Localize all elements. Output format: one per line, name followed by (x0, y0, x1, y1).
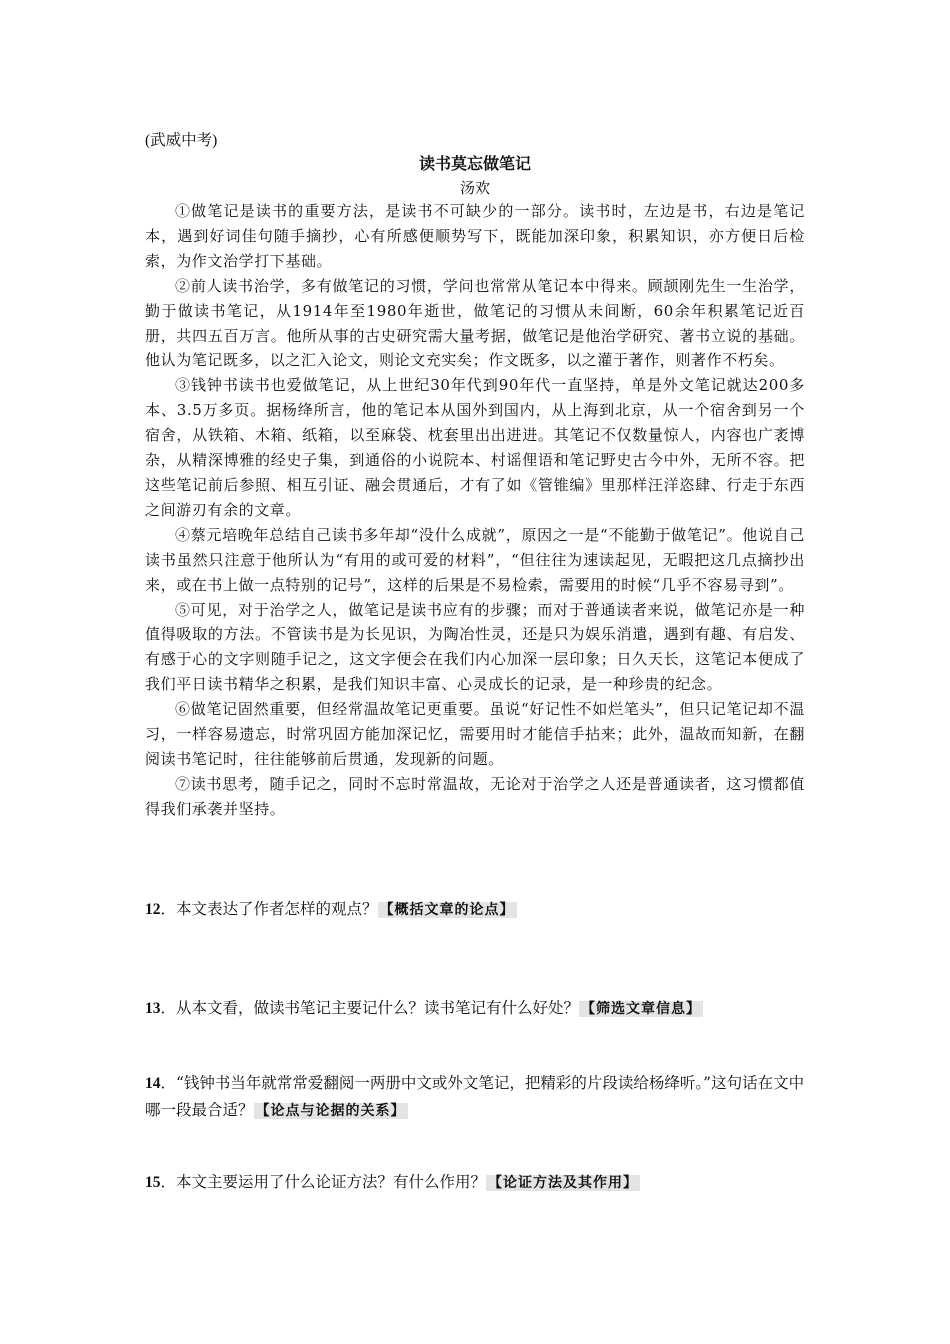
question-12 (145, 896, 815, 923)
question-text: ．本文表达了作者怎样的观点？ (160, 900, 378, 918)
article-author: 汤欢 (459, 179, 490, 197)
paragraph-5: ⑤可见，对于治学之人，做笔记是读书应有的步骤；而对于普通读者来说，做笔记亦是一种值得吸取的方法。不管读书是为长见识，为陶冶性灵，还是只为娱乐消遣，遇到有趣、有启发、有感于心的文字则随手记之，这文字便会在我们内心加深一层印象；日久天长，这笔记本便成了我们平日读书精华之积累，是我们知识丰富、心灵成长的记录，是一种珍贵的纪念。 (145, 600, 805, 694)
paragraph-1: ①做笔记是读书的重要方法，是读书不可缺少的一部分。读书时，左边是书，右边是笔记本，遇到好词佳句随手摘抄，心有所感便顺势写下，既能加深印象，积累知识，亦方便日后检索，为作文治学打下基础。 (145, 202, 805, 270)
question-text: ．“钱钟书当年就常常爱翻阅一两册中文或外文笔记，把精彩的片段读给杨绛听。”这句话在文中哪一段最合适？ (145, 1074, 805, 1119)
paragraph-7: ⑦读书思考，随手记之，同时不忘时常温故，无论对于治学之人还是普通读者，这习惯都值得我们承袭并坚持。 (145, 774, 805, 818)
question-15 (145, 1169, 815, 1196)
paragraph-2: ②前人读书治学，多有做笔记的习惯，学问也常常从笔记本中得来。顾颉刚先生一生治学，勤于做读书笔记，从1914年至1980年逝世，做笔记的习惯从未间断，60余年积累笔记近百册，共四五百万言。他所从事的古史研究需大量考据，做笔记是他治学研究、著书立说的基础。他认为笔记既多，以之汇入论文，则论文充实矣；作文既多，以之灌于著作，则著作不朽矣。 (145, 276, 805, 370)
paragraph-4: ④蔡元培晚年总结自己读书多年却“没什么成就”，原因之一是“不能勤于做笔记”。他说自己读书虽然只注意于他所认为“有用的或可爱的材料”，“但往往为速读起见，无暇把这几点摘抄出来，或在书上做一点特别的记号”，这样的后果是不易检索，需要用的时候“几乎不容易寻到”。 (145, 525, 805, 594)
paragraph-3: ③钱钟书读书也爱做笔记，从上世纪30年代到90年代一直坚持，单是外文笔记就达200多本、3.5万多页。据杨绛所言，他的笔记本从国外到国内，从上海到北京，从一个宿舍到另一个宿舍，从铁箱、木箱、纸箱，以至麻袋、枕套里出出进进。其笔记不仅数量惊人，内容也广袤博杂，从精深博雅的经史子集，到通俗的小说院本、村谣俚语和笔记野史古今中外，无所不容。把这些笔记前后参照、相互引证、融会贯通后，才有了如《管锥编》里那样汪洋恣肆、行走于东西之间游刃有余的文章。 (145, 376, 805, 519)
question-number: 14 (145, 1075, 161, 1092)
question-tag: 【概括文章的论点】 (379, 902, 515, 918)
question-tag: 【筛选文章信息】 (581, 1001, 702, 1017)
question-tag: 【论点与论据的关系】 (255, 1103, 406, 1119)
question-number: 13 (145, 1000, 161, 1017)
question-13 (145, 995, 815, 1022)
question-text: ．从本文看，做读书笔记主要记什么？读书笔记有什么好处？ (160, 999, 580, 1017)
question-number: 15 (145, 1174, 161, 1191)
question-14 (145, 1070, 815, 1124)
question-tag: 【论证方法及其作用】 (488, 1175, 639, 1191)
article-title: 读书莫忘做笔记 (418, 154, 531, 173)
question-text: ．本文主要运用了什么论证方法？有什么作用？ (160, 1173, 487, 1191)
article-body (145, 199, 805, 822)
question-number: 12 (145, 901, 161, 918)
paragraph-6: ⑥做笔记固然重要，但经常温故笔记更重要。虽说“好记性不如烂笔头”，但只记笔记却不温习，一样容易遗忘，时常巩固方能加深记忆，需要用时才能信手拈来；此外，温故而知新，在翻阅读书笔记时，往往能够前后贯通，发现新的问题。 (145, 700, 805, 768)
source-note: (武威中考) (145, 132, 218, 149)
